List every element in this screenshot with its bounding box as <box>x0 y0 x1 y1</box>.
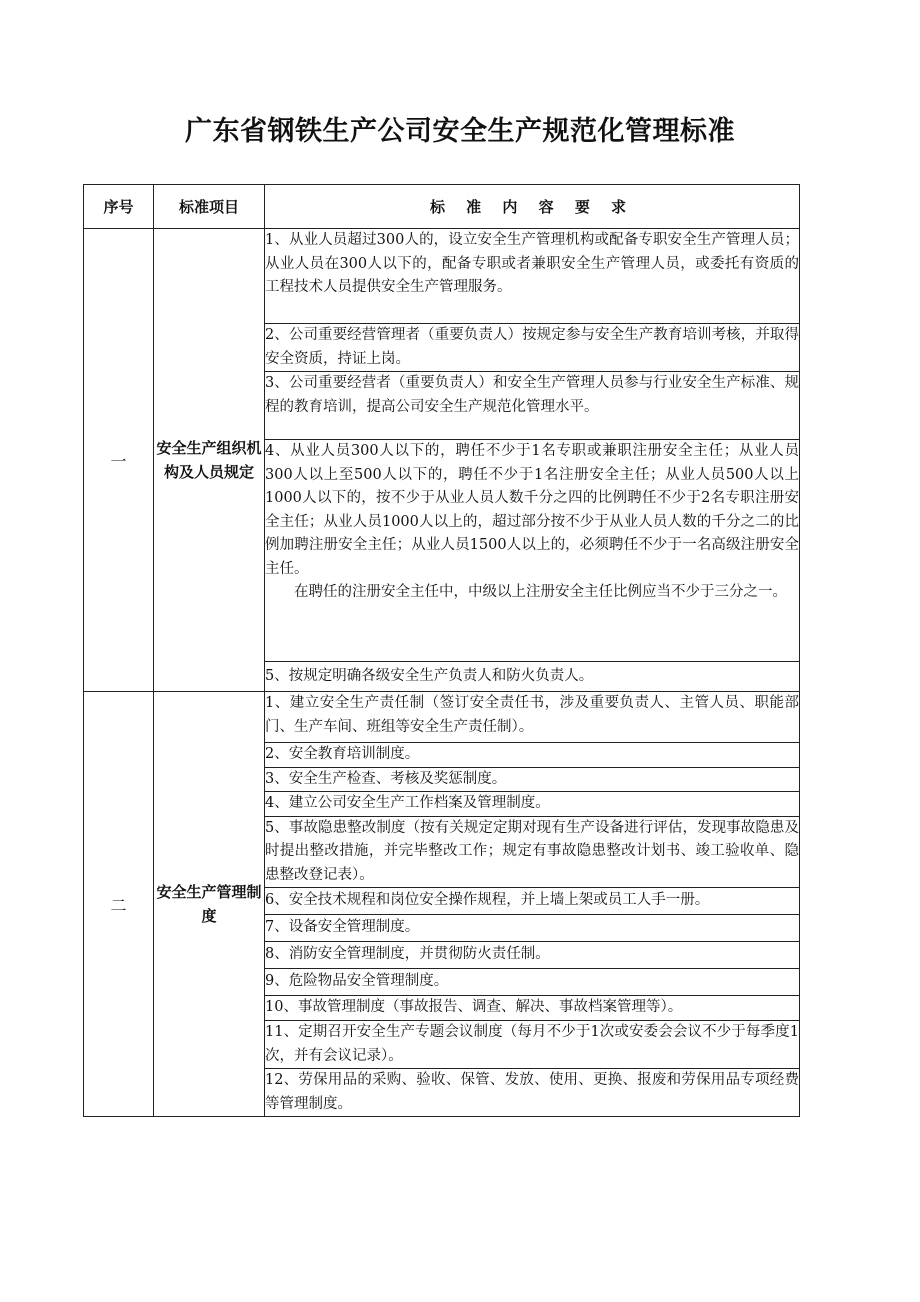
requirement-note: 在聘任的注册安全主任中，中级以上注册安全主任比例应当不少于三分之一。 <box>294 584 787 600</box>
requirement-item: 5、按规定明确各级安全生产负责人和防火负责人。 <box>265 662 800 692</box>
table-header-row <box>84 185 800 229</box>
requirement-item: 3、公司重要经营者（重要负责人）和安全生产管理人员参与行业安全生产标准、规程的教育培训，提高公司安全生产规范化管理水平。 <box>265 372 800 440</box>
header-item: 标准项目 <box>154 185 265 229</box>
section-category: 安全生产组织机构及人员规定 <box>154 229 265 692</box>
section-index: 一 <box>84 229 154 692</box>
requirement-item: 10、事故管理制度（事故报告、调查、解决、事故档案管理等）。 <box>265 996 800 1021</box>
requirement-item: 4、建立公司安全生产工作档案及管理制度。 <box>265 792 800 817</box>
requirement-item: 12、劳保用品的采购、验收、保管、发放、使用、更换、报废和劳保用品专项经费等管理制度。 <box>265 1069 800 1117</box>
requirement-item: 3、安全生产检查、考核及奖惩制度。 <box>265 767 800 792</box>
requirement-item: 8、消防安全管理制度，并贯彻防火责任制。 <box>265 942 800 969</box>
document-title: 广东省钢铁生产公司安全生产规范化管理标准 <box>185 116 735 147</box>
requirement-item: 7、设备安全管理制度。 <box>265 915 800 942</box>
requirement-item <box>265 440 800 662</box>
requirement-item: 1、从业人员超过300人的，设立安全生产管理机构或配备专职安全生产管理人员；从业人员在300人以下的，配备专职或者兼职安全生产管理人员，或委托有资质的工程技术人员提供安全生产管理服务。 <box>265 229 800 324</box>
requirement-item: 5、事故隐患整改制度（按有关规定定期对现有生产设备进行评估，发现事故隐患及时提出整改措施，并完毕整改工作；规定有事故隐患整改计划书、竣工验收单、隐患整改登记表）。 <box>265 816 800 888</box>
requirement-item: 2、公司重要经营管理者（重要负责人）按规定参与安全生产教育培训考核，并取得安全资质，持证上岗。 <box>265 324 800 372</box>
requirement-item: 1、建立安全生产责任制（签订安全责任书，涉及重要负责人、主管人员、职能部门、生产车间、班组等安全生产责任制）。 <box>265 692 800 743</box>
header-requirements: 标 准 内 容 要 求 <box>265 185 800 229</box>
requirement-item: 6、安全技术规程和岗位安全操作规程，并上墙上架或员工人手一册。 <box>265 888 800 915</box>
section-index: 二 <box>84 692 154 1117</box>
requirement-item: 2、安全教育培训制度。 <box>265 743 800 768</box>
requirement-text: 4、从业人员300人以下的，聘任不少于1名专职或兼职注册安全主任；从业人员300人以上至500人以下的，聘任不少于1名注册安全主任；从业人员500人以上1000人以下的，按不少于从业人员人数千分之四的比例聘任不少于2名专职注册安全主任；从业人员1000人以上的，超过部分按不少于从业人员人数的千分之二的比例加聘注册安全主任；从业人员1500人以上的，必须聘任不少于一名高级注册安全主任。 <box>265 443 799 577</box>
table-row <box>84 692 800 743</box>
table-row <box>84 229 800 324</box>
requirement-item: 9、危险物品安全管理制度。 <box>265 969 800 996</box>
standards-table <box>83 184 800 1117</box>
requirement-item: 11、定期召开安全生产专题会议制度（每月不少于1次或安委会会议不少于每季度1次，并有会议记录）。 <box>265 1021 800 1069</box>
section-category: 安全生产管理制度 <box>154 692 265 1117</box>
header-index: 序号 <box>84 185 154 229</box>
